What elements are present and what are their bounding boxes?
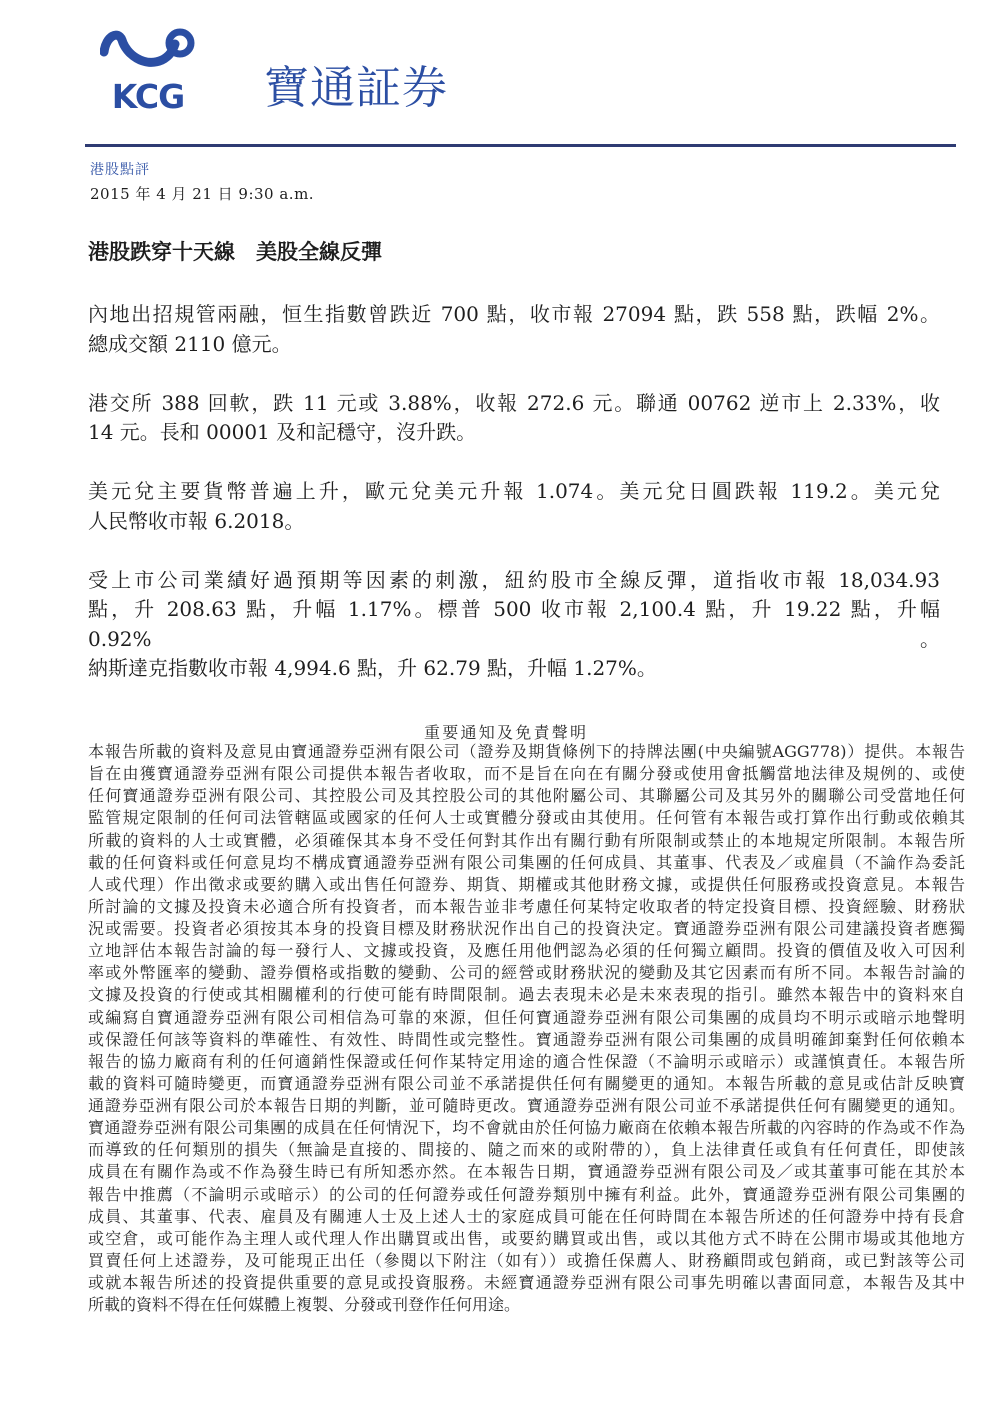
disclaimer-line: 買賣任何上述證券，及可能現正出任（參閱以下附注（如有））或擔任保薦人、財務顧問或包銷商，或已對該等公司 [88, 1250, 965, 1270]
disclaimer-line: 所載的資料的人士或實體，必須確保其本身不受任何對其作出有關行動有所限制或禁止的本地規定所限制。本報告所 [88, 830, 965, 850]
logo-ring-icon [169, 32, 191, 54]
company-name: 寶通証券 [264, 61, 449, 114]
disclaimer-line: 人或代理）作出徵求或要約購入或出售任何證券、期貨、期權或其他財務文據，或提供任何服務或投資意見。本報告 [88, 874, 965, 894]
disclaimer-line: 旨在由獲寶通證券亞洲有限公司提供本報告者收取，而不是旨在向在有關分發或使用會抵觸當地法律及規例的、或使 [88, 764, 965, 784]
paragraph-line: 納斯達克指數收市報 4,994.6 點，升 62.79 點，升幅 1.27%。 [88, 656, 657, 680]
report-category: 港股點評 [90, 162, 150, 178]
disclaimer-body [88, 741, 965, 1316]
logo-text: KCG [111, 77, 185, 114]
disclaimer-line: 或空倉，或可能作為主理人或代理人作出購買或出售，或要約購買或出售，或以其他方式不時在公開市場或其他地方 [88, 1228, 965, 1248]
disclaimer-line: 任何寶通證券亞洲有限公司、其控股公司及其控股公司的其他附屬公司、其聯屬公司及其另外的關聯公司受當地任何 [88, 786, 965, 806]
disclaimer-line: 成員、其董事、代表、雇員及有關連人士及上述人士的家庭成員可能在任何時間在本報告所述的任何證券中持有長倉 [88, 1206, 965, 1226]
logo-swoosh-icon [104, 35, 175, 62]
disclaimer-line: 況或需要。投資者必須按其本身的投資目標及財務狀況作出自己的投資決定。寶通證券亞洲有限公司建議投資者應獨 [88, 919, 965, 938]
disclaimer-line: 本報告所載的資料及意見由寶通證券亞洲有限公司（證券及期貨條例下的持牌法團(中央編號AGG778)）提供。本報告 [88, 742, 965, 761]
disclaimer-line: 而導致的任何類別的損失（無論是直接的、間接的、隨之而來的或附帶的），負上法律責任或負有任何責任，即使該 [88, 1140, 965, 1160]
paragraph-line: 受上市公司業績好過預期等因素的刺激，紐約股市全線反彈，道指收市報 18,034.93 [88, 567, 940, 592]
paragraph [88, 300, 940, 359]
paragraph-line: 人民幣收市報 6.2018。 [88, 508, 305, 533]
disclaimer-line: 寶通證券亞洲有限公司集團的成員在任何情況下，均不會就由於任何協力廠商在依賴本報告所載的內容時的作為或不作為 [88, 1118, 965, 1138]
disclaimer-line: 載的資料可隨時變更，而寶通證券亞洲有限公司並不承諾提供任何有關變更的通知。本報告所載的意見或估計反映寶 [88, 1073, 965, 1093]
paragraph [88, 389, 940, 448]
paragraph-line: 港交所 388 回軟，跌 11 元或 3.88%，收報 272.6 元。聯通 00762 逆市上 2.33%，收 [88, 390, 940, 415]
paragraph-line: 點，升 208.63 點，升幅 1.17%。標普 500 收市報 2,100.4 點，升 19.22 點，升幅 0.92%。 [88, 597, 940, 651]
report-datetime: 2015 年 4 月 21 日 9:30 a.m. [90, 185, 315, 203]
disclaimer-line: 率或外幣匯率的變動、證券價格或指數的變動、公司的經營或財務狀況的變動及其它因素而有所不同。本報告討論的 [88, 963, 965, 983]
paragraph-line: 總成交額 2110 億元。 [88, 331, 292, 356]
report-headline: 港股跌穿十天線 美股全線反彈 [88, 239, 382, 264]
disclaimer-line: 通證券亞洲有限公司於本報告日期的判斷，並可隨時更改。寶通證券亞洲有限公司並不承諾提供任何有關變更的通知。 [88, 1096, 965, 1115]
disclaimer-line: 報告的協力廠商有利的任何適銷性保證或任何作某特定用途的適合性保證（不論明示或暗示）或謹慎責任。本報告所 [88, 1051, 965, 1071]
kcg-logo [100, 24, 195, 114]
disclaimer-line: 載的任何資料或任何意見均不構成寶通證券亞洲有限公司集團的任何成員、其董事、代表及／或雇員（不論作為委託 [88, 852, 965, 872]
header-divider [85, 144, 956, 147]
paragraph-line: 14 元。長和 00001 及和記穩守，沒升跌。 [88, 420, 477, 444]
disclaimer-line: 報告中推薦（不論明示或暗示）的公司的任何證券或任何證券類別中擁有利益。此外，寶通證券亞洲有限公司集團的 [88, 1184, 965, 1204]
paragraph-line: 美元兌主要貨幣普遍上升，歐元兌美元升報 1.074。美元兌日圓跌報 119.2。美元兌 [88, 479, 940, 503]
disclaimer-title: 重要通知及免責聲明 [424, 723, 586, 742]
disclaimer-line: 或編寫自寶通證券亞洲有限公司相信為可靠的來源，但任何寶通證券亞洲有限公司集團的成員均不明示或暗示地聲明 [88, 1007, 965, 1027]
disclaimer-line: 或保證任何該等資料的準確性、有效性、時間性或完整性。寶通證券亞洲有限公司集團的成員明確卸棄對任何依賴本 [88, 1029, 965, 1049]
disclaimer-line: 立地評估本報告討論的每一發行人、文據或投資，及應任用他們認為必須的任何獨立顧問。投資的價值及收入可因利 [88, 941, 965, 961]
report-body [88, 300, 940, 713]
paragraph [88, 477, 940, 536]
disclaimer-line: 所載的資料不得在任何媒體上複製、分發或刊登作任何用途。 [88, 1295, 521, 1315]
disclaimer-line: 成員在有關作為或不作為發生時已有所知悉亦然。在本報告日期，寶通證券亞洲有限公司及／或其董事可能在其於本 [88, 1162, 965, 1182]
disclaimer-line: 文據及投資的行使或其相關權利的行使可能有時間限制。過去表現未必是未來表現的指引。雖然本報告中的資料來自 [88, 985, 965, 1005]
disclaimer-line: 所討論的文據及投資未必適合所有投資者，而本報告並非考慮任何某特定收取者的特定投資目標、投資經驗、財務狀 [88, 896, 965, 916]
disclaimer-line: 監管規定限制的任何司法管轄區或國家的任何人士或實體分發或由其使用。任何管有本報告或打算作出行動或依賴其 [88, 808, 965, 828]
disclaimer-line: 或就本報告所述的投資提供重要的意見或投資服務。未經寶通證券亞洲有限公司事先明確以書面同意，本報告及其中 [88, 1273, 965, 1292]
paragraph-line: 內地出招規管兩融，恒生指數曾跌近 700 點，收市報 27094 點，跌 558 點，跌幅 2%。 [88, 302, 940, 326]
paragraph [88, 566, 940, 684]
